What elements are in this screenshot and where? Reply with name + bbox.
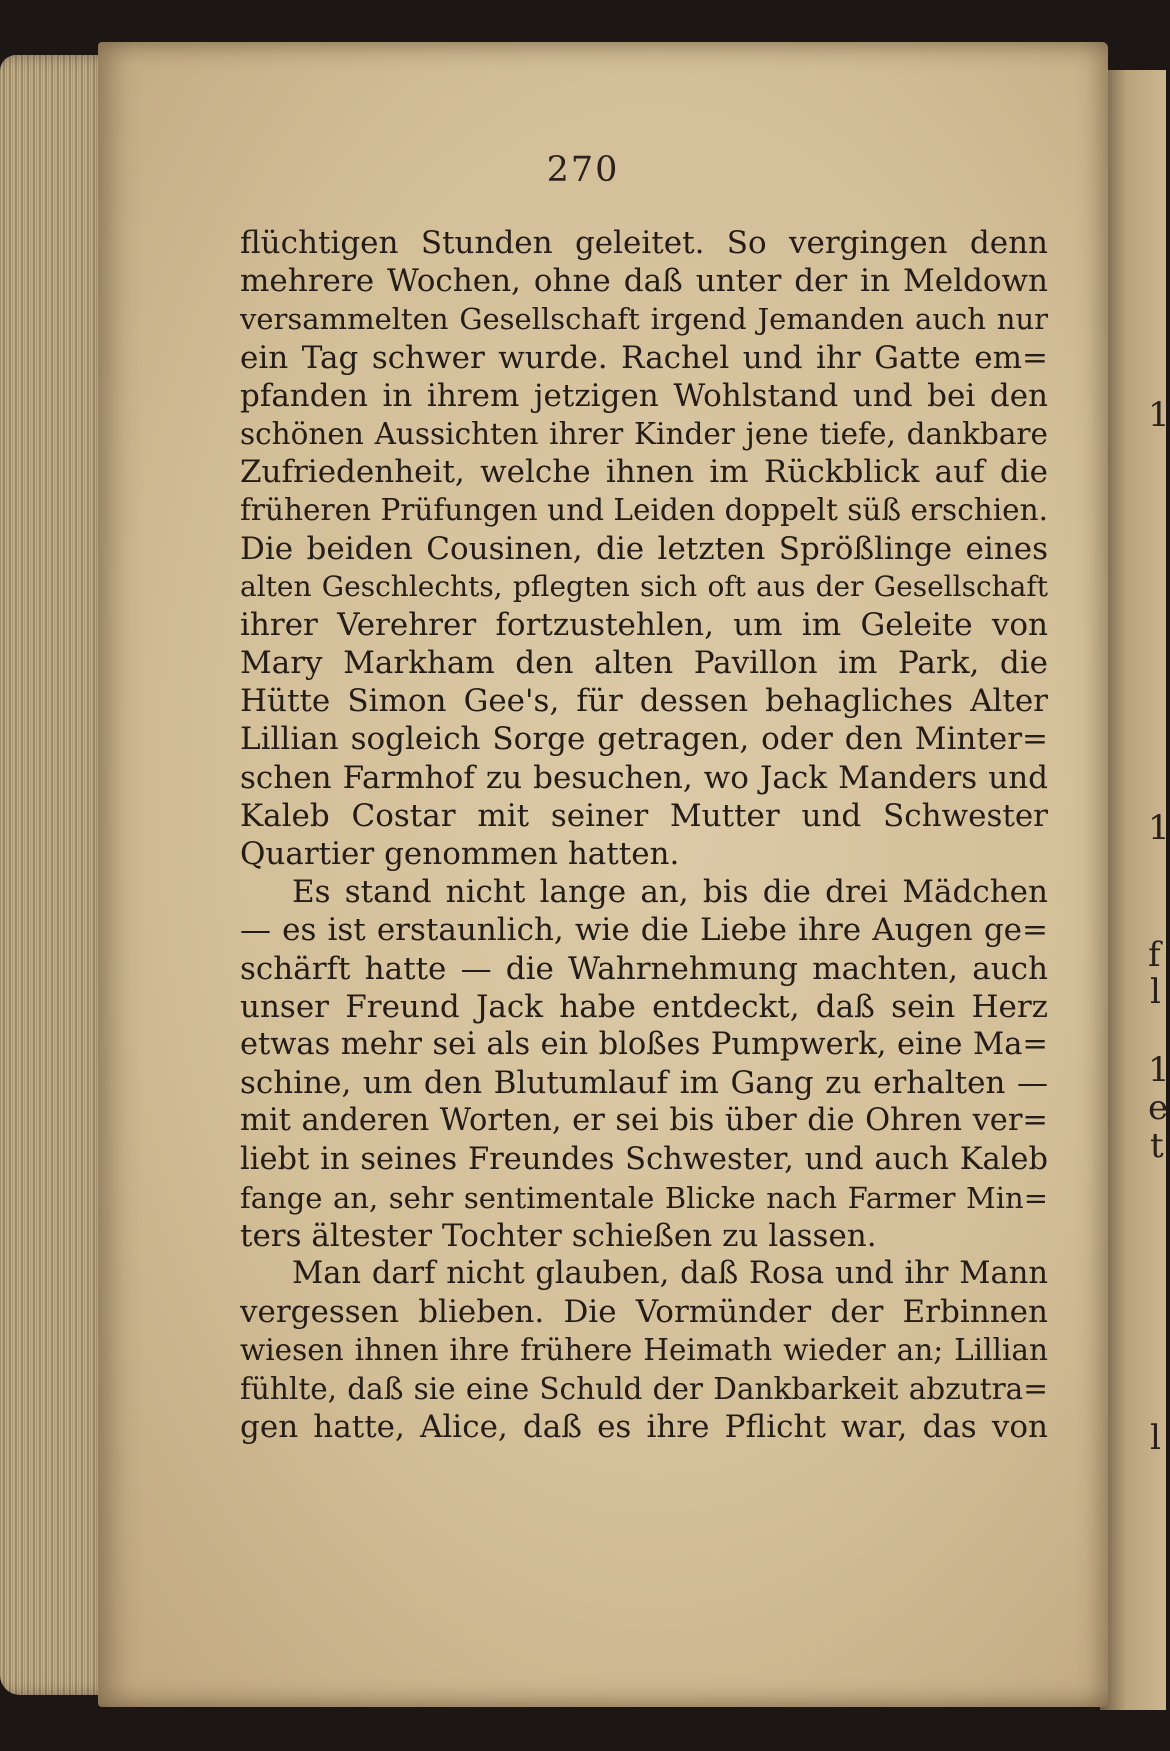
page-stack-edge <box>0 55 112 1695</box>
text-line: Kaleb Costar mit seiner Mutter und Schwester <box>240 797 1048 834</box>
next-page-fragment: 1 <box>1148 395 1170 435</box>
text-line: Es stand nicht lange an, bis die drei Mädchen <box>292 874 1048 911</box>
text-line: fange an, sehr sentimentale Blicke nach Farmer Min= <box>240 1180 1048 1215</box>
next-page-fragment: f <box>1148 935 1161 975</box>
next-page-fragment: e <box>1148 1088 1169 1128</box>
text-line: liebt in seines Freundes Schwester, und auch Kaleb <box>240 1141 1048 1177</box>
text-line: pfanden in ihrem jetzigen Wohlstand und bei den <box>240 377 1048 414</box>
text-line: unser Freund Jack habe entdeckt, daß sein Herz <box>240 988 1048 1025</box>
text-line: Hütte Simon Gee's, für dessen behagliches Alter <box>240 683 1048 720</box>
text-line: gen hatte, Alice, daß es ihre Pflicht war, das von <box>240 1408 1048 1445</box>
text-line: flüchtigen Stunden geleitet. So vergingen denn <box>240 225 1048 261</box>
next-page-fragment: 1 <box>1148 1050 1170 1090</box>
text-line: — es ist erstaunlich, wie die Liebe ihre Augen ge= <box>240 912 1048 949</box>
text-line: schönen Aussichten ihrer Kinder jene tiefe, dankbare <box>240 416 1048 451</box>
text-line: ein Tag schwer wurde. Rachel und ihr Gatte em= <box>240 339 1048 376</box>
text-line: vergessen blieben. Die Vormünder der Erbinnen <box>240 1294 1048 1331</box>
text-line: versammelten Gesellschaft irgend Jemanden auch nur <box>240 302 1048 337</box>
text-line: Die beiden Cousinen, die letzten Sprößlinge eines <box>240 530 1048 567</box>
text-line: fühlte, daß sie eine Schuld der Dankbarkeit abzutra= <box>240 1371 1048 1406</box>
next-page-fragment: l <box>1150 972 1161 1012</box>
text-line: Man darf nicht glauben, daß Rosa und ihr Mann <box>292 1256 1048 1292</box>
text-line: alten Geschlechts, pflegten sich oft aus der Gesellschaft <box>240 569 1048 603</box>
text-line: schine, um den Blutumlauf im Gang zu erhalten — <box>240 1065 1048 1102</box>
page-number: 270 <box>546 150 620 190</box>
next-page-fragment: 1 <box>1148 808 1170 848</box>
text-line: früheren Prüfungen und Leiden doppelt süß erschien. <box>240 493 1048 528</box>
next-page-fragment: t <box>1150 1126 1164 1166</box>
text-line: ihrer Verehrer fortzustehlen, um im Geleite von <box>240 606 1048 643</box>
text-line: mehrere Wochen, ohne daß unter der in Meldown <box>240 263 1048 300</box>
text-line: mit anderen Worten, er sei bis über die Ohren ver= <box>240 1103 1048 1139</box>
text-line: ters ältester Tochter schießen zu lassen. <box>240 1217 877 1254</box>
body-text <box>240 224 1048 1446</box>
text-line: wiesen ihnen ihre frühere Heimath wieder an; Lillian <box>240 1333 1048 1368</box>
text-line: Zufriedenheit, welche ihnen im Rückblick auf die <box>240 454 1048 491</box>
text-line: etwas mehr sei als ein bloßes Pumpwerk, eine Ma= <box>240 1026 1048 1062</box>
next-page-fragment: l <box>1150 1418 1161 1458</box>
text-line: schen Farmhof zu besuchen, wo Jack Manders und <box>240 759 1048 796</box>
text-line: Quartier genommen hatten. <box>240 836 680 872</box>
next-page-edge <box>1100 70 1169 1710</box>
text-line: schärft hatte — die Wahrnehmung machten, auch <box>240 950 1048 987</box>
text-line: Mary Markham den alten Pavillon im Park, die <box>240 645 1048 682</box>
text-line: Lillian sogleich Sorge getragen, oder den Minter= <box>240 721 1048 758</box>
